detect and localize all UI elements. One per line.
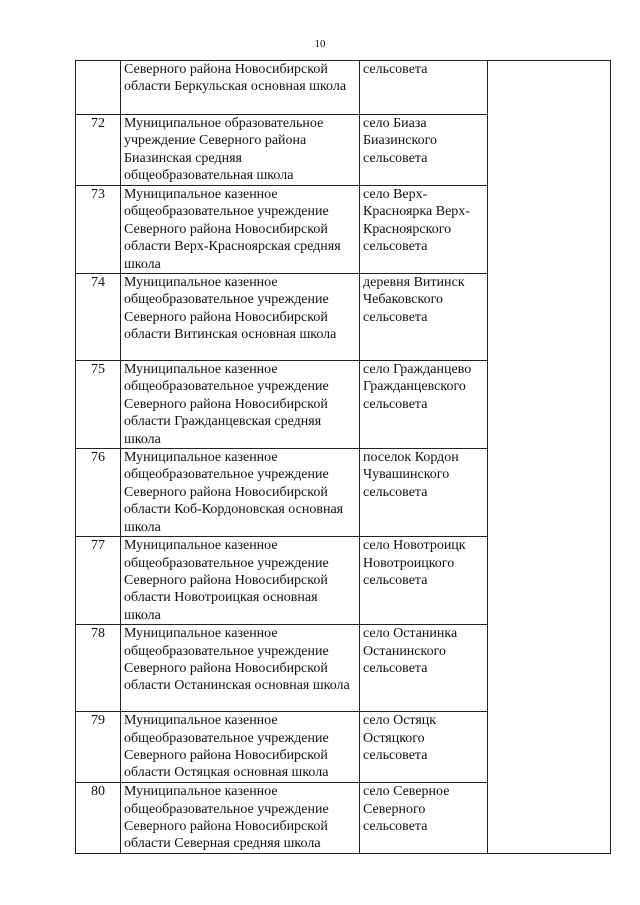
row-number — [76, 61, 121, 115]
institution-name: Муниципальное казенное общеобразовательное учреждение Северного района Новосибирской области Гражданцевская средняя школа — [121, 361, 360, 449]
institution-name: Муниципальное образовательное учреждение Северного района Биазинская средняя общеобразовательная школа — [121, 115, 360, 186]
location: село Новотроицк Новотроицкого сельсовета — [360, 537, 488, 625]
location: село Остяцк Остяцкого сельсовета — [360, 712, 488, 783]
row-number: 78 — [76, 625, 121, 712]
institution-name: Муниципальное казенное общеобразовательное учреждение Северного района Новосибирской области Северная средняя школа — [121, 783, 360, 854]
institution-name: Муниципальное казенное общеобразовательное учреждение Северного района Новосибирской области Коб-Кордоновская основная школа — [121, 449, 360, 537]
location: село Гражданцево Гражданцевского сельсовета — [360, 361, 488, 449]
location: село Биаза Биазинского сельсовета — [360, 115, 488, 186]
row-number: 75 — [76, 361, 121, 449]
location: село Северное Северного сельсовета — [360, 783, 488, 854]
institution-name: Муниципальное казенное общеобразовательное учреждение Северного района Новосибирской области Новотроицкая основная школа — [121, 537, 360, 625]
institution-name: Муниципальное казенное общеобразовательное учреждение Северного района Новосибирской области Останинская основная школа — [121, 625, 360, 712]
row-number: 74 — [76, 274, 121, 361]
institution-name: Муниципальное казенное общеобразовательное учреждение Северного района Новосибирской области Витинская основная школа — [121, 274, 360, 361]
location: поселок Кордон Чувашинского сельсовета — [360, 449, 488, 537]
page-number: 10 — [314, 38, 326, 50]
schools-table — [75, 60, 611, 854]
table-row — [76, 61, 611, 115]
location: село Верх-Красноярка Верх-Красноярского сельсовета — [360, 186, 488, 274]
row-number: 73 — [76, 186, 121, 274]
empty-column — [488, 61, 611, 854]
row-number: 79 — [76, 712, 121, 783]
location: сельсовета — [360, 61, 488, 115]
row-number: 80 — [76, 783, 121, 854]
institution-name: Северного района Новосибирской области Беркульская основная школа — [121, 61, 360, 115]
row-number: 76 — [76, 449, 121, 537]
row-number: 72 — [76, 115, 121, 186]
row-number: 77 — [76, 537, 121, 625]
location: деревня Витинск Чебаковского сельсовета — [360, 274, 488, 361]
institution-name: Муниципальное казенное общеобразовательное учреждение Северного района Новосибирской области Верх-Красноярская средняя школа — [121, 186, 360, 274]
location: село Останинка Останинского сельсовета — [360, 625, 488, 712]
institution-name: Муниципальное казенное общеобразовательное учреждение Северного района Новосибирской области Остяцкая основная школа — [121, 712, 360, 783]
